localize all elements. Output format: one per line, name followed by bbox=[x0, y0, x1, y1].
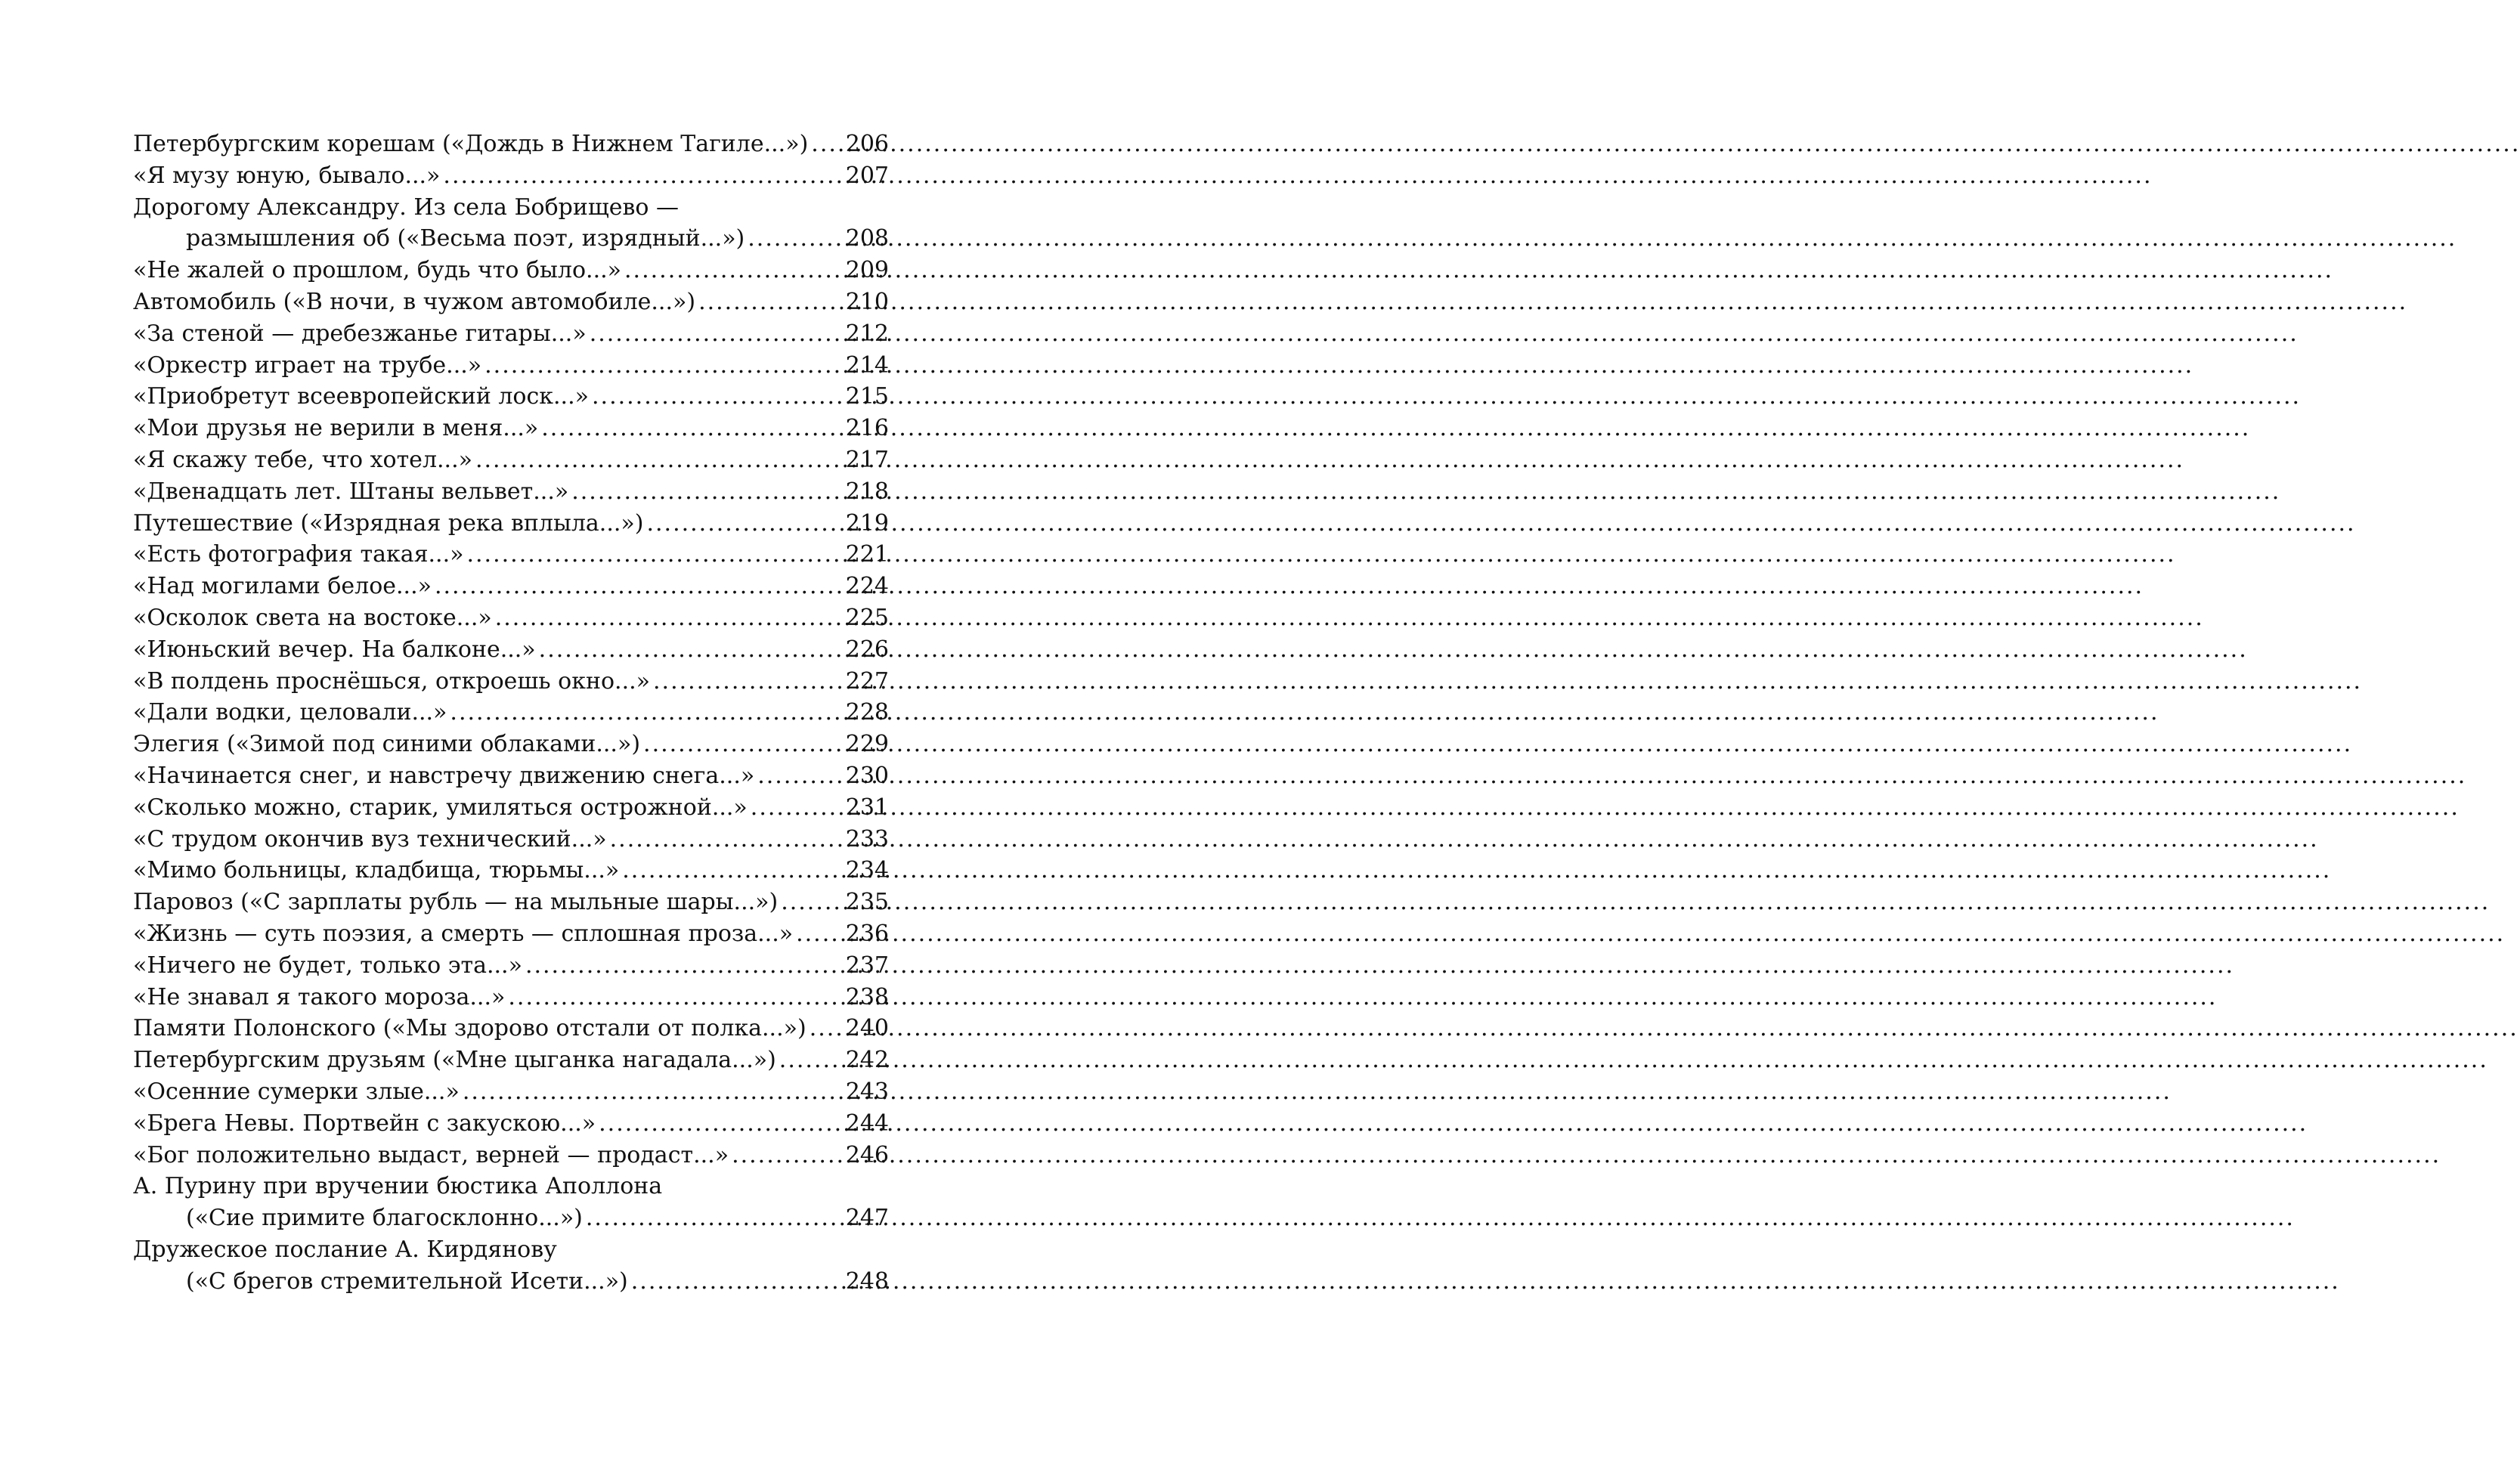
dot-leader bbox=[796, 918, 843, 950]
toc-entry-title: Петербургским корешам («Дождь в Нижнем Тагиле...») bbox=[133, 131, 809, 157]
toc-entry-title: «Есть фотография такая...» bbox=[133, 541, 464, 568]
dot-leader bbox=[590, 318, 843, 350]
toc-entry-page-number: 218 bbox=[845, 478, 889, 505]
toc-entry-page-number: 230 bbox=[845, 762, 889, 789]
toc-entry-page-number: 226 bbox=[845, 636, 889, 663]
toc-entry bbox=[133, 255, 889, 286]
toc-entry-title: «Сколько можно, старик, умиляться острожной...» bbox=[133, 794, 748, 821]
toc-entry-title: «За стеной — дребезжанье гитары...» bbox=[133, 320, 587, 347]
toc-entry bbox=[133, 824, 889, 856]
toc-entry bbox=[133, 128, 889, 160]
toc-entry bbox=[133, 223, 889, 255]
toc-entry-page-number: 221 bbox=[845, 541, 889, 568]
toc-entry bbox=[133, 286, 889, 318]
toc-entry-title: Автомобиль («В ночи, в чужом автомобиле...») bbox=[133, 288, 696, 315]
toc-entry bbox=[133, 350, 889, 382]
toc-entry-title: «Июньский вечер. На балконе...» bbox=[133, 636, 536, 663]
toc-entry-title: «Я музу юную, бывало...» bbox=[133, 162, 441, 189]
toc-entry bbox=[133, 318, 889, 350]
toc-entry-page-number: 212 bbox=[845, 320, 889, 347]
toc-entry-title: Элегия («Зимой под синими облаками...») bbox=[133, 731, 641, 758]
toc-entry-page-number: 231 bbox=[845, 794, 889, 821]
toc-entry-page-number: 246 bbox=[845, 1141, 889, 1168]
dot-leader bbox=[466, 539, 842, 571]
toc-entry-page-number: 229 bbox=[845, 731, 889, 758]
toc-entry-title: «В полдень проснёшься, откроешь окно...» bbox=[133, 667, 650, 695]
toc-entry-title: «Дали водки, целовали...» bbox=[133, 699, 447, 726]
toc-entry-page-number: 217 bbox=[845, 446, 889, 473]
toc-entry-page-number: 234 bbox=[845, 857, 889, 884]
toc-entry-page-number: 238 bbox=[845, 983, 889, 1010]
toc-entry-title: «Я скажу тебе, что хотел...» bbox=[133, 446, 472, 473]
dot-leader bbox=[631, 1266, 843, 1298]
dot-leader bbox=[443, 160, 842, 192]
toc-entry bbox=[133, 760, 889, 792]
toc-entry-title: Петербургским друзьям («Мне цыганка нагадала...») bbox=[133, 1047, 776, 1074]
toc-entry-page-number: 233 bbox=[845, 825, 889, 853]
toc-entry-page-number: 242 bbox=[845, 1047, 889, 1074]
toc-entry-page-number: 209 bbox=[845, 257, 889, 284]
dot-leader bbox=[781, 887, 843, 918]
dot-leader bbox=[463, 1076, 843, 1108]
dot-leader bbox=[475, 444, 843, 476]
toc-entry bbox=[133, 508, 889, 540]
toc-entry bbox=[133, 950, 889, 982]
toc-entry-title: «Брега Невы. Портвейн с закускою...» bbox=[133, 1109, 596, 1137]
dot-leader bbox=[643, 729, 843, 760]
toc-entry-page-number: 236 bbox=[845, 920, 889, 947]
toc-entry-page-number: 237 bbox=[845, 952, 889, 979]
toc-entry bbox=[133, 381, 889, 413]
toc-entry bbox=[133, 413, 889, 444]
toc-entry-page-number: 224 bbox=[845, 573, 889, 600]
toc-entry bbox=[133, 1108, 889, 1140]
dot-leader bbox=[653, 666, 843, 698]
toc-entry-heading: А. Пурину при вручении бюстика Аполлона bbox=[133, 1173, 663, 1200]
toc-entry-page-number: 215 bbox=[845, 383, 889, 410]
toc-entry-page-number: 240 bbox=[845, 1015, 889, 1042]
dot-leader bbox=[646, 508, 842, 540]
toc-entry-page-number: 219 bbox=[845, 509, 889, 537]
dot-leader bbox=[624, 255, 843, 286]
toc-entry-title: «Осколок света на востоке...» bbox=[133, 604, 492, 631]
toc-entry bbox=[133, 792, 889, 824]
dot-leader bbox=[450, 697, 842, 729]
toc-entry bbox=[133, 444, 889, 476]
toc-entry-title: «Над могилами белое...» bbox=[133, 573, 432, 600]
dot-leader bbox=[541, 413, 842, 444]
toc-entry bbox=[133, 1266, 889, 1298]
toc-entry bbox=[133, 1076, 889, 1108]
toc-entry bbox=[133, 1044, 889, 1076]
toc-entry-title: «Не жалей о прошлом, будь что было...» bbox=[133, 257, 622, 284]
toc-entry-title: «Не знавал я такого мороза...» bbox=[133, 983, 506, 1010]
toc-entry bbox=[133, 887, 889, 918]
dot-leader bbox=[732, 1140, 843, 1171]
toc-entry-title: Паровоз («С зарплаты рубль — на мыльные шары...») bbox=[133, 889, 779, 916]
table-of-contents bbox=[133, 128, 889, 1297]
toc-entry-page-number: 214 bbox=[845, 351, 889, 379]
toc-entry-heading: Дружеское послание А. Кирдянову bbox=[133, 1236, 557, 1263]
dot-leader bbox=[757, 760, 843, 792]
toc-entry bbox=[133, 697, 889, 729]
toc-entry-title: «Мои друзья не верили в меня...» bbox=[133, 415, 539, 442]
dot-leader bbox=[495, 602, 843, 634]
toc-entry-page-number: 216 bbox=[845, 415, 889, 442]
dot-leader bbox=[610, 824, 843, 856]
dot-leader bbox=[435, 571, 843, 602]
toc-entry-title: «Начинается снег, и навстречу движению снега...» bbox=[133, 762, 755, 789]
toc-entry-title: «Осенние сумерки злые...» bbox=[133, 1078, 460, 1105]
toc-entry bbox=[133, 982, 889, 1013]
toc-entry bbox=[133, 571, 889, 602]
toc-entry bbox=[133, 729, 889, 760]
dot-leader bbox=[779, 1044, 843, 1076]
toc-entry-page-number: 247 bbox=[845, 1205, 889, 1232]
toc-entry-title: («С брегов стремительной Исети...») bbox=[186, 1267, 628, 1295]
toc-entry-title: «Ничего не будет, только эта...» bbox=[133, 952, 522, 979]
toc-entry-title: «Двенадцать лет. Штаны вельвет...» bbox=[133, 478, 569, 505]
dot-leader bbox=[810, 1013, 843, 1044]
toc-entry-title: «Жизнь — суть поэзия, а смерть — сплошная проза...» bbox=[133, 920, 794, 947]
dot-leader bbox=[592, 381, 843, 413]
toc-entry-title: Путешествие («Изрядная река вплыла...») bbox=[133, 509, 644, 537]
toc-entry-title: «Приобретут всеевропейский лоск...» bbox=[133, 383, 589, 410]
toc-entry-title: Памяти Полонского («Мы здорово отстали от полка...») bbox=[133, 1015, 806, 1042]
toc-entry-page-number: 206 bbox=[845, 131, 889, 157]
toc-entry bbox=[133, 918, 889, 950]
toc-entry-page-number: 210 bbox=[845, 288, 889, 315]
dot-leader bbox=[508, 982, 842, 1013]
toc-entry-heading: Дорогому Александру. Из села Бобрищево — bbox=[133, 193, 679, 221]
toc-entry-page-number: 244 bbox=[845, 1109, 889, 1137]
toc-entry bbox=[133, 476, 889, 508]
toc-entry-page-number: 248 bbox=[845, 1267, 889, 1295]
toc-entry-title: «Оркестр играет на трубе...» bbox=[133, 351, 482, 379]
dot-leader bbox=[484, 350, 843, 382]
toc-entry-title: «Мимо больницы, кладбища, тюрьмы...» bbox=[133, 857, 620, 884]
dot-leader bbox=[622, 855, 842, 887]
toc-entry bbox=[133, 602, 889, 634]
toc-entry-title: («Сие примите благосклонно...») bbox=[186, 1205, 583, 1232]
toc-entry bbox=[133, 539, 889, 571]
toc-entry-title: «С трудом окончив вуз технический...» bbox=[133, 825, 607, 853]
dot-leader bbox=[571, 476, 843, 508]
dot-leader bbox=[751, 792, 843, 824]
dot-leader bbox=[586, 1202, 843, 1234]
toc-entry-page-number: 207 bbox=[845, 162, 889, 189]
dot-leader bbox=[539, 634, 843, 666]
toc-entry-page-number: 208 bbox=[845, 225, 889, 252]
toc-entry-page-number: 243 bbox=[845, 1078, 889, 1105]
toc-entry-title: размышления об («Весьма поэт, изрядный...») bbox=[186, 225, 745, 252]
dot-leader bbox=[811, 128, 842, 160]
toc-entry-page-number: 235 bbox=[845, 889, 889, 916]
toc-entry bbox=[133, 160, 889, 192]
dot-leader bbox=[525, 950, 843, 982]
toc-entry-title: «Бог положительно выдаст, верней — продаст...» bbox=[133, 1141, 729, 1168]
toc-entry-page-number: 225 bbox=[845, 604, 889, 631]
dot-leader bbox=[748, 223, 842, 255]
toc-entry bbox=[133, 634, 889, 666]
toc-entry-page-number: 228 bbox=[845, 699, 889, 726]
toc-entry-page-number: 227 bbox=[845, 667, 889, 695]
toc-entry bbox=[133, 855, 889, 887]
toc-entry bbox=[133, 1140, 889, 1171]
dot-leader bbox=[599, 1108, 843, 1140]
toc-entry bbox=[133, 666, 889, 698]
dot-leader bbox=[698, 286, 843, 318]
toc-entry bbox=[133, 1202, 889, 1234]
toc-entry bbox=[133, 1013, 889, 1044]
